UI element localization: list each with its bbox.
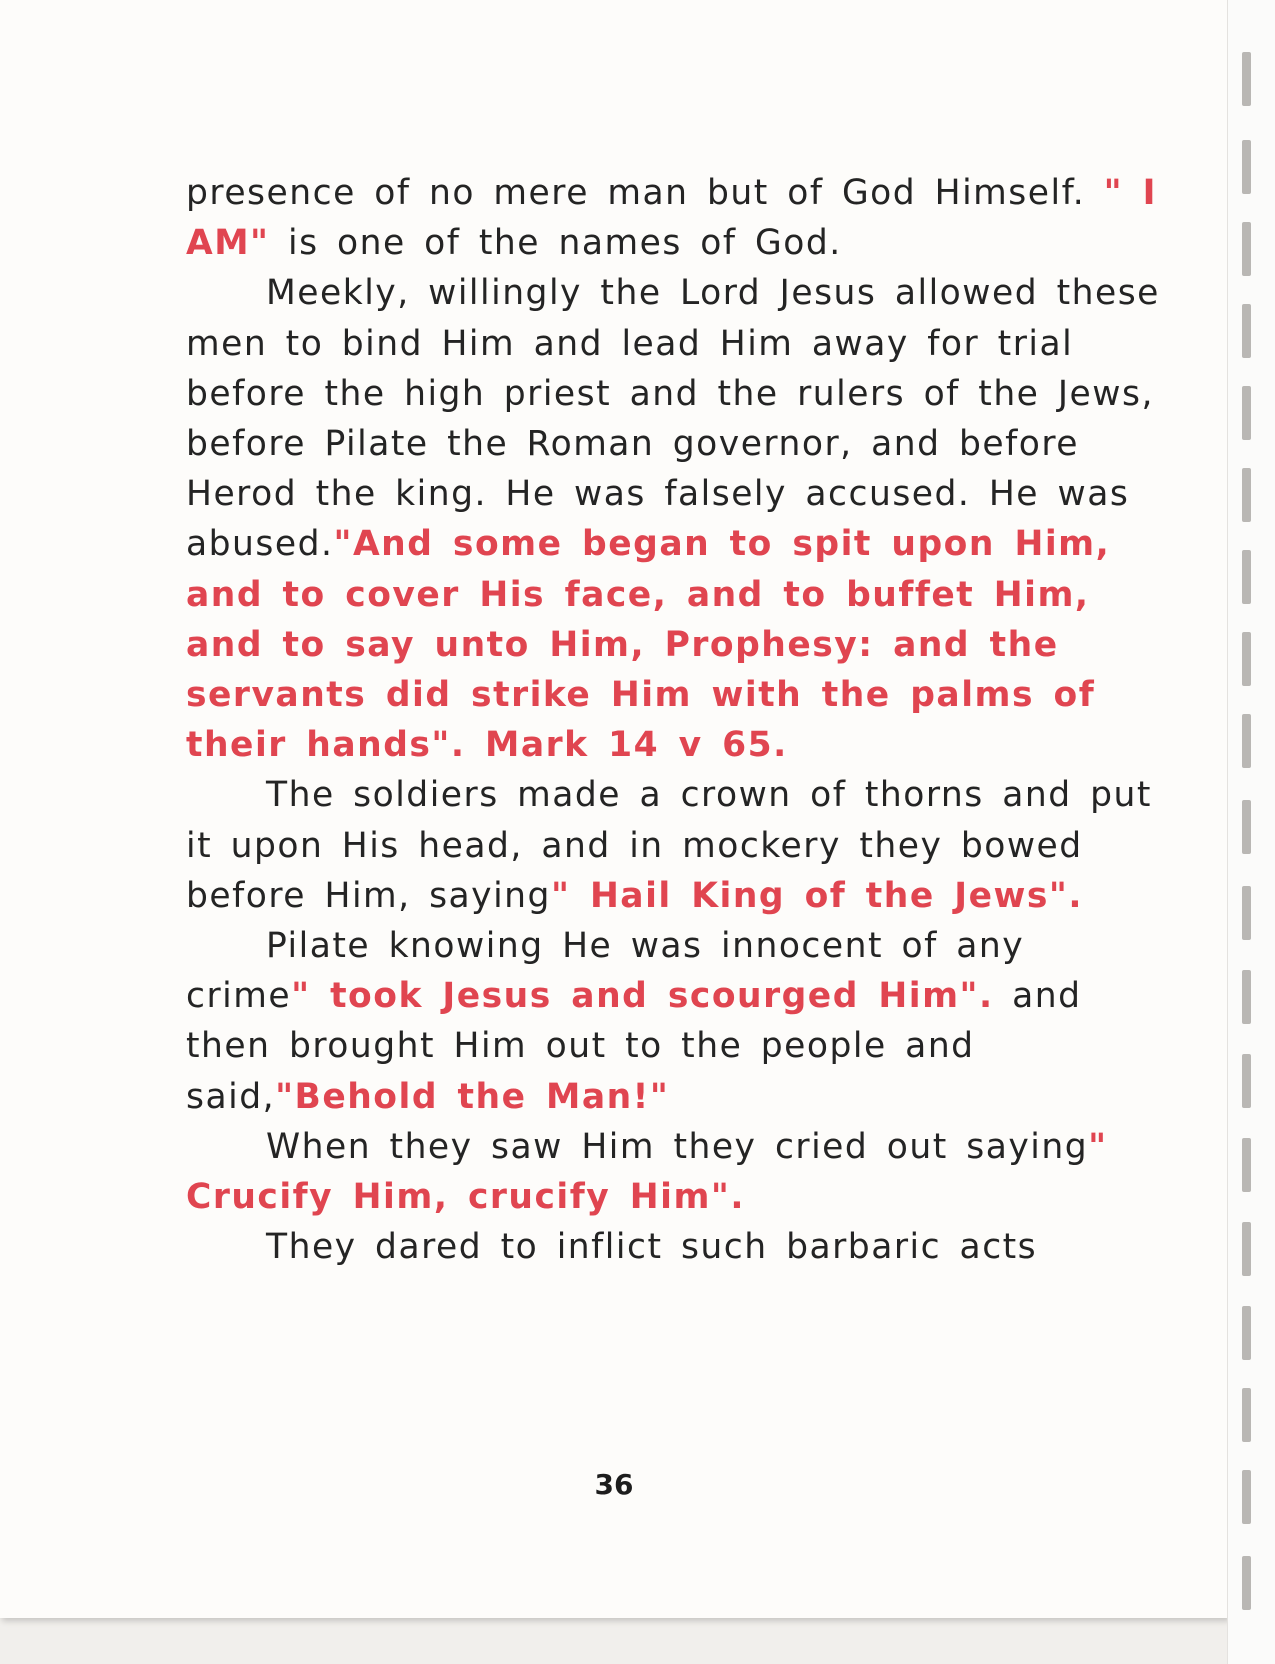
quote-mark-14-65: "And some began to spit upon Him, and to cover His face, and to buffet Him, and to say unto Him, Prophesy: and the servants did strike Him with the palms of their hands". Mark 14 v 65. <box>186 524 1111 766</box>
paragraph-1: presence of no mere man but of God Himself. " I AM" is one of the names of God. <box>186 173 1157 264</box>
binding-ring <box>1242 140 1251 194</box>
binding-ring <box>1242 1054 1251 1108</box>
binding-ring <box>1242 386 1251 440</box>
handwritten-text <box>186 168 1166 1272</box>
quote-scourged: " took Jesus and scourged Him". <box>291 976 994 1017</box>
binding-ring <box>1242 1470 1251 1524</box>
quote-hail-king: " Hail King of the Jews". <box>550 875 1083 916</box>
page-number: 36 <box>594 1468 634 1501</box>
quote-crucify: " Crucify Him, crucify Him". <box>186 1126 1108 1218</box>
binding-ring <box>1242 1138 1251 1192</box>
binding-ring <box>1242 886 1251 940</box>
binding-ring <box>1242 1388 1251 1442</box>
quote-behold-the-man: "Behold the Man!" <box>275 1076 670 1117</box>
paragraph-5: When they saw Him they cried out saying" Crucify Him, crucify Him". <box>186 1126 1108 1218</box>
binding-ring <box>1242 52 1251 106</box>
binding-ring <box>1242 222 1251 276</box>
paragraph-6: They dared to inflict such barbaric acts <box>266 1227 1038 1268</box>
binding-ring <box>1242 970 1251 1024</box>
binding-ring <box>1242 550 1251 604</box>
paragraph-4: Pilate knowing He was innocent of any crime" took Jesus and scourged Him". and then brought Him out to the people and said,"Behold the Man!" <box>186 926 1082 1117</box>
paragraph-2: Meekly, willingly the Lord Jesus allowed these men to bind Him and lead Him away for trial before the high priest and the rulers of the Jews, before Pilate the Roman governor, and before Herod the king. He was falsely accused. He was abused."And some began to spit upon Him, and to cover His face, and to buffet Him, and to say unto Him, Prophesy: and the servants did strike Him with the palms of their hands". Mark 14 v 65. <box>186 273 1160 766</box>
binding-ring <box>1242 800 1251 854</box>
quote-i-am: " I AM" <box>186 173 1157 264</box>
binding-ring <box>1242 304 1251 358</box>
binding-ring <box>1242 1556 1251 1610</box>
binding-ring <box>1242 714 1251 768</box>
binding-ring <box>1242 1306 1251 1360</box>
binding-ring <box>1242 468 1251 522</box>
spiral-binding <box>1227 0 1275 1664</box>
binding-ring <box>1242 632 1251 686</box>
paragraph-3: The soldiers made a crown of thorns and put it upon His head, and in mockery they bowed before Him, saying" Hail King of the Jews". <box>186 775 1152 916</box>
binding-ring <box>1242 1222 1251 1276</box>
